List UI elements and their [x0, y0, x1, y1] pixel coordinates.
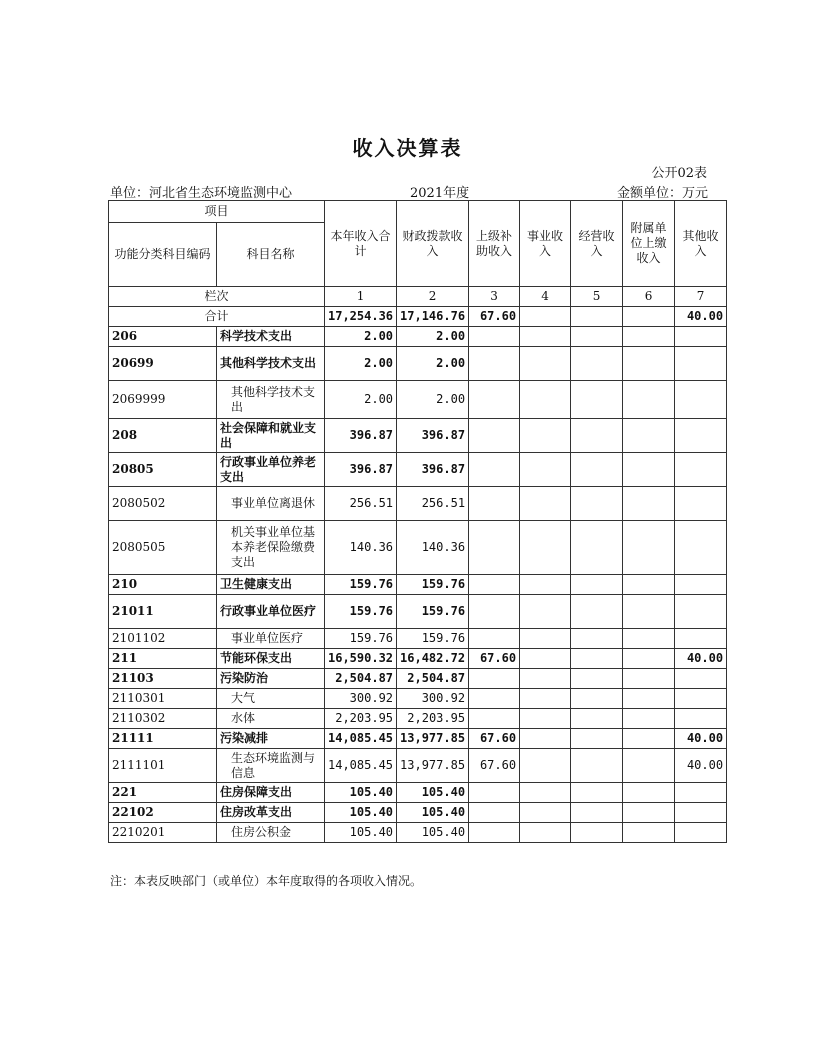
- row-value: [520, 453, 571, 487]
- row-value: [520, 575, 571, 595]
- row-value: 16,482.72: [397, 649, 469, 669]
- row-value: [623, 327, 675, 347]
- row-value: 67.60: [469, 649, 520, 669]
- row-value: [469, 453, 520, 487]
- row-value: [623, 689, 675, 709]
- row-code: 20699: [109, 347, 217, 381]
- row-name: 住房保障支出: [217, 783, 325, 803]
- total-value: [571, 307, 623, 327]
- row-name: 其他科学技术支出: [217, 347, 325, 381]
- row-code: 211: [109, 649, 217, 669]
- row-code: 2069999: [109, 381, 217, 419]
- row-code: 22102: [109, 803, 217, 823]
- row-value: [623, 575, 675, 595]
- row-value: [520, 689, 571, 709]
- row-name: 行政事业单位养老支出: [217, 453, 325, 487]
- row-code: 2080502: [109, 487, 217, 521]
- row-value: 67.60: [469, 729, 520, 749]
- row-value: [675, 419, 727, 453]
- row-name: 卫生健康支出: [217, 575, 325, 595]
- col-num: 5: [571, 287, 623, 307]
- row-value: 14,085.45: [325, 749, 397, 783]
- row-value: 159.76: [325, 575, 397, 595]
- row-value: [469, 783, 520, 803]
- row-value: 300.92: [397, 689, 469, 709]
- row-value: [520, 521, 571, 575]
- page-title: 收入决算表: [352, 136, 463, 160]
- col-num: 3: [469, 287, 520, 307]
- row-value: 16,590.32: [325, 649, 397, 669]
- row-value: [469, 629, 520, 649]
- total-value: 17,254.36: [325, 307, 397, 327]
- table-row: [109, 381, 727, 419]
- row-value: 2.00: [325, 381, 397, 419]
- row-value: [675, 327, 727, 347]
- header-col-1: 本年收入合计: [325, 201, 397, 287]
- row-value: 159.76: [397, 629, 469, 649]
- row-code: 2111101: [109, 749, 217, 783]
- row-value: [571, 487, 623, 521]
- row-value: [623, 347, 675, 381]
- row-value: 2.00: [397, 381, 469, 419]
- row-value: 13,977.85: [397, 749, 469, 783]
- header-col-4: 事业收入: [520, 201, 571, 287]
- row-value: 396.87: [397, 453, 469, 487]
- row-code: 221: [109, 783, 217, 803]
- row-value: [571, 709, 623, 729]
- row-value: [623, 521, 675, 575]
- row-code: 2110302: [109, 709, 217, 729]
- header-col-7: 其他收入: [675, 201, 727, 287]
- row-code: 2210201: [109, 823, 217, 843]
- row-value: [675, 669, 727, 689]
- row-value: [623, 669, 675, 689]
- row-value: 40.00: [675, 649, 727, 669]
- income-table: [108, 200, 727, 843]
- row-value: 105.40: [397, 783, 469, 803]
- row-value: 140.36: [325, 521, 397, 575]
- row-value: 2,504.87: [397, 669, 469, 689]
- row-value: [571, 419, 623, 453]
- row-value: [469, 689, 520, 709]
- row-value: [469, 803, 520, 823]
- row-value: [675, 629, 727, 649]
- row-name: 行政事业单位医疗: [217, 595, 325, 629]
- row-value: 105.40: [325, 803, 397, 823]
- row-name: 污染减排: [217, 729, 325, 749]
- row-value: [571, 823, 623, 843]
- row-value: [623, 729, 675, 749]
- row-value: [469, 487, 520, 521]
- row-value: 140.36: [397, 521, 469, 575]
- row-value: [520, 749, 571, 783]
- table-row: [109, 327, 727, 347]
- row-name: 科学技术支出: [217, 327, 325, 347]
- header-col-2: 财政拨款收入: [397, 201, 469, 287]
- row-value: 13,977.85: [397, 729, 469, 749]
- report-meta: [110, 182, 708, 200]
- row-value: [571, 649, 623, 669]
- row-value: [571, 669, 623, 689]
- table-row: [109, 453, 727, 487]
- row-value: [675, 689, 727, 709]
- row-value: [675, 487, 727, 521]
- header-name: 科目名称: [217, 223, 325, 287]
- row-value: [520, 595, 571, 629]
- header-code: 功能分类科目编码: [109, 223, 217, 287]
- total-value: [520, 307, 571, 327]
- row-value: 14,085.45: [325, 729, 397, 749]
- row-value: [469, 381, 520, 419]
- total-label: 合计: [109, 307, 325, 327]
- row-value: [571, 629, 623, 649]
- row-value: [469, 419, 520, 453]
- table-row: [109, 595, 727, 629]
- col-num: 2: [397, 287, 469, 307]
- row-code: 210: [109, 575, 217, 595]
- row-value: 2.00: [325, 347, 397, 381]
- row-value: [675, 381, 727, 419]
- table-row: [109, 823, 727, 843]
- row-value: [571, 595, 623, 629]
- row-value: [571, 783, 623, 803]
- row-name: 机关事业单位基本养老保险缴费支出: [217, 521, 325, 575]
- row-name: 节能环保支出: [217, 649, 325, 669]
- row-value: 105.40: [325, 823, 397, 843]
- row-name: 其他科学技术支出: [217, 381, 325, 419]
- row-value: [675, 575, 727, 595]
- row-value: [623, 783, 675, 803]
- row-name: 大气: [217, 689, 325, 709]
- row-value: [520, 347, 571, 381]
- row-value: 256.51: [397, 487, 469, 521]
- row-value: 105.40: [397, 803, 469, 823]
- row-value: 2.00: [397, 327, 469, 347]
- row-value: [571, 453, 623, 487]
- row-name: 住房公积金: [217, 823, 325, 843]
- row-value: [571, 729, 623, 749]
- row-value: [520, 629, 571, 649]
- row-value: [623, 629, 675, 649]
- row-code: 2110301: [109, 689, 217, 709]
- row-code: 21011: [109, 595, 217, 629]
- row-value: [675, 595, 727, 629]
- unit-label: 单位：河北省生态环境监测中心: [110, 186, 293, 201]
- table-row: [109, 709, 727, 729]
- row-value: 105.40: [325, 783, 397, 803]
- row-name: 生态环境监测与信息: [217, 749, 325, 783]
- row-value: [571, 521, 623, 575]
- table-row: [109, 649, 727, 669]
- row-code: 21111: [109, 729, 217, 749]
- row-value: 159.76: [397, 595, 469, 629]
- total-value: 17,146.76: [397, 307, 469, 327]
- row-value: 159.76: [325, 629, 397, 649]
- row-value: [623, 487, 675, 521]
- row-value: [571, 749, 623, 783]
- table-row: [109, 575, 727, 595]
- form-number: 公开02表: [651, 166, 707, 181]
- row-value: [520, 487, 571, 521]
- row-name: 水体: [217, 709, 325, 729]
- row-value: [571, 327, 623, 347]
- row-value: [623, 709, 675, 729]
- row-value: [520, 669, 571, 689]
- row-value: [520, 729, 571, 749]
- row-code: 206: [109, 327, 217, 347]
- row-value: [623, 595, 675, 629]
- row-value: [571, 803, 623, 823]
- row-value: [623, 381, 675, 419]
- lanci-label: 栏次: [109, 287, 325, 307]
- row-value: [675, 823, 727, 843]
- row-value: [675, 709, 727, 729]
- total-value: 67.60: [469, 307, 520, 327]
- row-value: [469, 595, 520, 629]
- row-value: 40.00: [675, 749, 727, 783]
- row-value: [520, 327, 571, 347]
- row-value: 2.00: [325, 327, 397, 347]
- table-row: [109, 783, 727, 803]
- row-value: [571, 347, 623, 381]
- row-value: [520, 823, 571, 843]
- row-value: 396.87: [397, 419, 469, 453]
- table-row: [109, 729, 727, 749]
- row-value: 2,504.87: [325, 669, 397, 689]
- row-value: [520, 803, 571, 823]
- row-code: 208: [109, 419, 217, 453]
- row-value: 2.00: [397, 347, 469, 381]
- row-value: [520, 649, 571, 669]
- header-item: 项目: [109, 201, 325, 223]
- year-label: 2021年度: [410, 186, 470, 201]
- row-value: 396.87: [325, 453, 397, 487]
- row-value: 159.76: [397, 575, 469, 595]
- row-value: [571, 575, 623, 595]
- table-row: [109, 629, 727, 649]
- col-num: 1: [325, 287, 397, 307]
- table-row: [109, 419, 727, 453]
- row-value: [469, 347, 520, 381]
- row-value: [520, 709, 571, 729]
- row-value: [571, 689, 623, 709]
- row-name: 污染防治: [217, 669, 325, 689]
- row-value: 40.00: [675, 729, 727, 749]
- row-code: 21103: [109, 669, 217, 689]
- col-num: 6: [623, 287, 675, 307]
- row-value: [520, 381, 571, 419]
- row-value: 300.92: [325, 689, 397, 709]
- total-row: [109, 307, 727, 327]
- row-value: [675, 803, 727, 823]
- row-name: 事业单位医疗: [217, 629, 325, 649]
- row-value: 67.60: [469, 749, 520, 783]
- table-row: [109, 347, 727, 381]
- header-col-3: 上级补助收入: [469, 201, 520, 287]
- row-value: [469, 575, 520, 595]
- row-value: [623, 649, 675, 669]
- row-value: [623, 749, 675, 783]
- row-value: [469, 709, 520, 729]
- col-num: 7: [675, 287, 727, 307]
- row-value: [623, 823, 675, 843]
- col-num: 4: [520, 287, 571, 307]
- row-name: 事业单位离退休: [217, 487, 325, 521]
- row-value: [623, 803, 675, 823]
- table-row: [109, 521, 727, 575]
- row-value: 159.76: [325, 595, 397, 629]
- row-value: [675, 453, 727, 487]
- row-value: [571, 381, 623, 419]
- row-value: [675, 347, 727, 381]
- row-value: [469, 327, 520, 347]
- total-value: 40.00: [675, 307, 727, 327]
- row-value: 105.40: [397, 823, 469, 843]
- row-value: [623, 419, 675, 453]
- total-value: [623, 307, 675, 327]
- table-row: [109, 749, 727, 783]
- row-value: [623, 453, 675, 487]
- row-value: [469, 521, 520, 575]
- header-col-6: 附属单位上缴收入: [623, 201, 675, 287]
- row-value: [675, 783, 727, 803]
- row-value: [520, 419, 571, 453]
- row-value: 256.51: [325, 487, 397, 521]
- row-value: [520, 783, 571, 803]
- table-row: [109, 669, 727, 689]
- table-row: [109, 803, 727, 823]
- table-row: [109, 487, 727, 521]
- row-name: 社会保障和就业支出: [217, 419, 325, 453]
- row-code: 20805: [109, 453, 217, 487]
- footnote: 注：本表反映部门（或单位）本年度取得的各项收入情况。: [110, 874, 423, 888]
- row-code: 2101102: [109, 629, 217, 649]
- row-value: [469, 823, 520, 843]
- row-code: 2080505: [109, 521, 217, 575]
- money-unit-label: 金额单位：万元: [616, 186, 708, 201]
- row-value: 396.87: [325, 419, 397, 453]
- row-value: [469, 669, 520, 689]
- row-value: 2,203.95: [325, 709, 397, 729]
- header-col-5: 经营收入: [571, 201, 623, 287]
- row-name: 住房改革支出: [217, 803, 325, 823]
- row-value: [675, 521, 727, 575]
- row-value: 2,203.95: [397, 709, 469, 729]
- table-row: [109, 689, 727, 709]
